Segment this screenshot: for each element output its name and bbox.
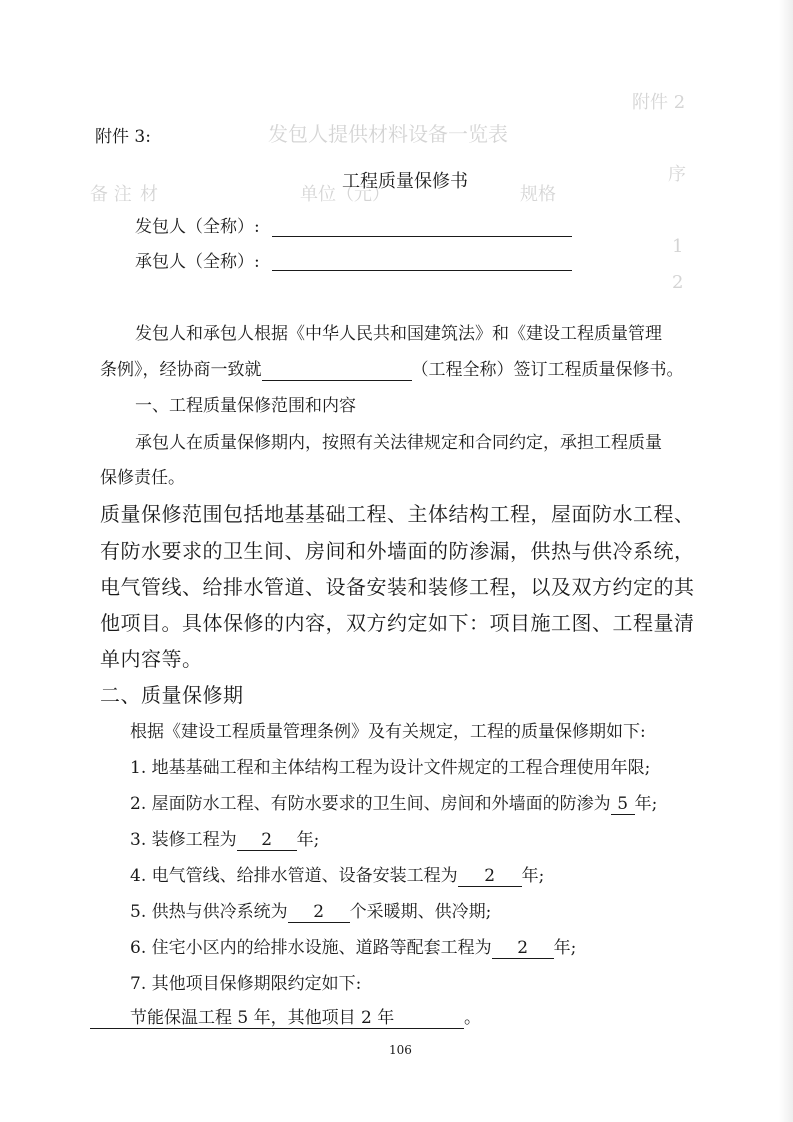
- item-3-text: 3. 装修工程为: [130, 830, 237, 850]
- contractor-name-blank: [272, 270, 572, 271]
- issuer-name-blank: [272, 236, 572, 237]
- scope-line: 单内容等。: [100, 647, 203, 671]
- item-5-unit: 个采暖期、供冷期;: [349, 902, 492, 922]
- warranty-item-7-value-line: [90, 1006, 481, 1030]
- document-title: 工程质量保修书: [342, 171, 468, 192]
- ghost-text: 2: [672, 272, 684, 293]
- section-1-para-line-1: 承包人在质量保修期内，按照有关法律规定和合同约定，承担工程质量: [135, 433, 662, 453]
- contractor-label: 承包人（全称）:: [135, 252, 260, 272]
- intro-line-2-start: 条例》，经协商一致就: [100, 360, 262, 380]
- item-4-text: 4. 电气管线、给排水管道、设备安装工程为: [130, 866, 458, 886]
- ghost-text: 附件 2: [632, 92, 686, 113]
- item-6-unit: 年;: [553, 938, 577, 958]
- ghost-text: 序: [668, 164, 686, 185]
- scope-line: 电气管线、给排水管道、设备安装和装修工程，以及双方约定的其: [100, 575, 695, 599]
- item-7-end: 。: [464, 1008, 481, 1028]
- attachment-label: 附件 3:: [95, 127, 151, 147]
- scope-line: 他项目。具体保修的内容，双方约定如下：项目施工图、工程量清: [100, 611, 695, 635]
- item-6-text: 6. 住宅小区内的给排水设施、道路等配套工程为: [130, 938, 492, 958]
- item-3-unit: 年;: [296, 830, 320, 850]
- ghost-text: 备 注: [90, 184, 132, 205]
- page-number: 106: [389, 1043, 412, 1057]
- warranty-item-6: [130, 936, 576, 960]
- warranty-item-7: 7. 其他项目保修期限约定如下:: [130, 974, 362, 994]
- ghost-text: 材: [140, 184, 158, 205]
- section-1-heading: 一、工程质量保修范围和内容: [135, 396, 356, 416]
- item-6-years: 2: [492, 938, 554, 959]
- item-4-unit: 年;: [521, 866, 545, 886]
- ghost-text: 规格: [520, 184, 556, 205]
- scope-line: 有防水要求的卫生间、房间和外墙面的防渗漏，供热与供冷系统，: [100, 539, 695, 563]
- item-4-years: 2: [458, 866, 522, 887]
- item-2-years: 5: [611, 794, 635, 815]
- ghost-text: 发包人提供材料设备一览表: [268, 122, 508, 146]
- item-7-value: 节能保温工程 5 年，其他项目 2 年: [90, 1008, 464, 1029]
- intro-line-1: 发包人和承包人根据《中华人民共和国建筑法》和《建设工程质量管理: [135, 324, 662, 344]
- item-2-unit: 年;: [634, 794, 658, 814]
- intro-line-2: [100, 358, 684, 382]
- warranty-item-2: [130, 792, 657, 816]
- warranty-item-4: [130, 864, 544, 888]
- item-3-years: 2: [237, 830, 297, 851]
- section-1-para-line-2: 保修责任。: [100, 468, 185, 488]
- scope-line: 质量保修范围包括地基基础工程、主体结构工程，屋面防水工程、: [100, 502, 695, 526]
- warranty-item-3: [130, 828, 319, 852]
- item-5-periods: 2: [288, 902, 350, 923]
- issuer-label: 发包人（全称）:: [135, 217, 260, 237]
- ghost-text: 1: [672, 236, 684, 257]
- section-2-intro: 根据《建设工程质量管理条例》及有关规定，工程的质量保修期如下:: [130, 722, 646, 742]
- item-2-text: 2. 屋面防水工程、有防水要求的卫生间、房间和外墙面的防渗为: [130, 794, 611, 814]
- warranty-item-5: [130, 900, 491, 924]
- project-name-blank: [262, 360, 412, 381]
- item-5-text: 5. 供热与供冷系统为: [130, 902, 288, 922]
- page-edge: [779, 0, 793, 1122]
- intro-line-2-end: （工程全称）签订工程质量保修书。: [411, 360, 684, 380]
- warranty-item-1: 1. 地基基础工程和主体结构工程为设计文件规定的工程合理使用年限;: [130, 758, 651, 778]
- ghost-text: 单位（元）: [300, 184, 390, 205]
- section-2-heading: 二、质量保修期: [100, 683, 244, 707]
